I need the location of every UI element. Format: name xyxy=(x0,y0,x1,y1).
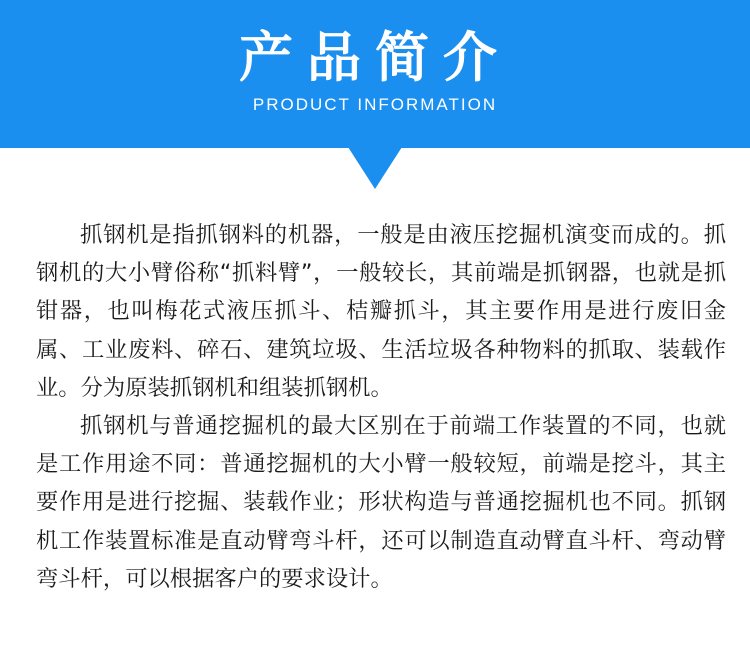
page-title: 产品简介 xyxy=(239,26,511,89)
header-banner xyxy=(0,0,750,148)
paragraph-1: 抓钢机是指抓钢料的机器，一般是由液压挖掘机演变而成的。抓钢机的大小臂俗称“抓料臂”，一般较长，其前端是抓钢器，也就是抓钳器，也叫梅花式液压抓斗、桔瓣抓斗，其主要作用是进行废旧金属、工业废料、碎石、建筑垃圾、生活垃圾各种物料的抓取、装载作业。分为原装抓钢机和组装抓钢机。 xyxy=(36,222,726,401)
banner-pointer-triangle xyxy=(348,147,402,189)
paragraph-2: 抓钢机与普通挖掘机的最大区别在于前端工作装置的不同，也就是工作用途不同：普通挖掘机的大小臂一般较短，前端是挖斗，其主要作用是进行挖掘、装载作业；形状构造与普通挖掘机也不同。抓钢机工作装置标准是直动臂弯斗杆，还可以制造直动臂直斗杆、弯动臂弯斗杆，可以根据客户的要求设计。 xyxy=(36,413,726,592)
description-body xyxy=(36,216,726,598)
page-subtitle: PRODUCT INFORMATION xyxy=(252,95,498,114)
